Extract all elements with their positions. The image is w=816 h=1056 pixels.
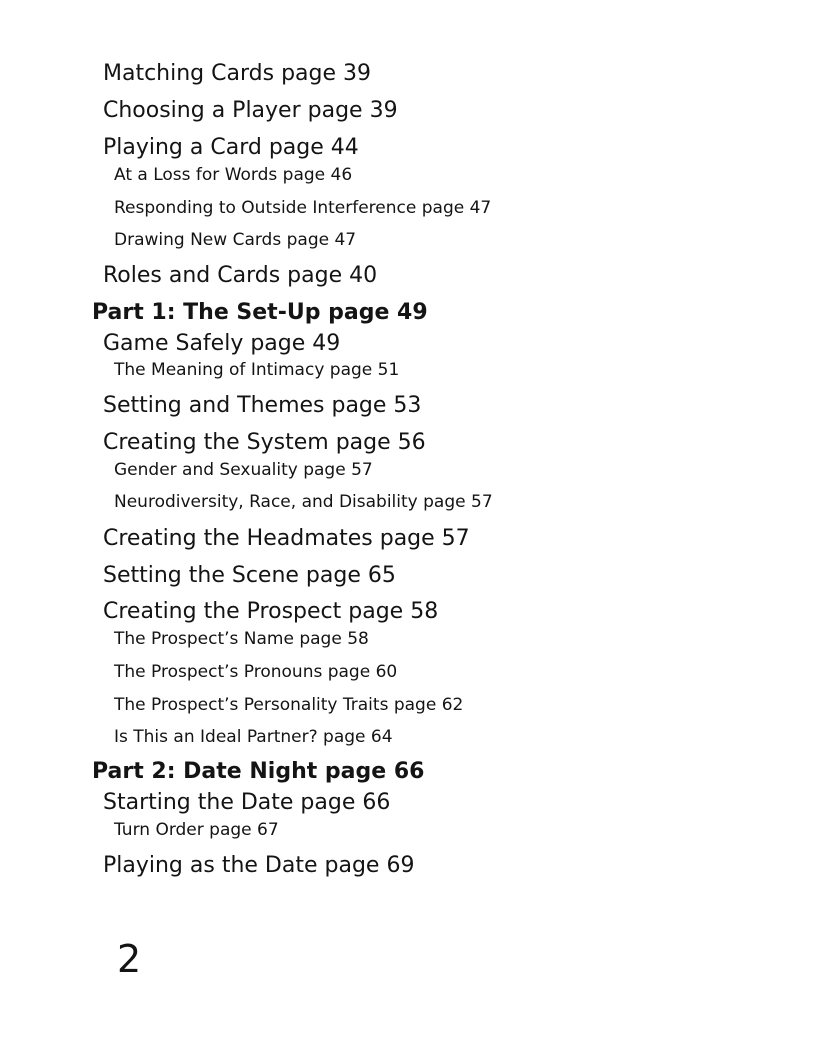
toc-entry-matching-cards: Matching Cards page 39 <box>103 61 371 86</box>
toc-entry-creating-the-system: Creating the System page 56 <box>103 430 426 455</box>
toc-entry-starting-the-date: Starting the Date page 66 <box>103 790 391 815</box>
toc-subentry-prospect-personality-traits: The Prospect’s Personality Traits page 62 <box>114 695 464 715</box>
toc-subentry-gender-and-sexuality: Gender and Sexuality page 57 <box>114 460 373 480</box>
toc-entry-creating-the-prospect: Creating the Prospect page 58 <box>103 599 439 624</box>
toc-entry-setting-and-themes: Setting and Themes page 53 <box>103 393 422 418</box>
toc-part-heading-set-up: Part 1: The Set-Up page 49 <box>92 300 428 325</box>
toc-part-heading-date-night: Part 2: Date Night page 66 <box>92 759 425 784</box>
toc-subentry-turn-order: Turn Order page 67 <box>114 820 279 840</box>
toc-entry-playing-as-the-date: Playing as the Date page 69 <box>103 853 415 878</box>
toc-entry-choosing-a-player: Choosing a Player page 39 <box>103 98 398 123</box>
toc-entry-playing-a-card: Playing a Card page 44 <box>103 135 359 160</box>
toc-entry-roles-and-cards: Roles and Cards page 40 <box>103 263 378 288</box>
toc-subentry-prospect-name: The Prospect’s Name page 58 <box>114 629 369 649</box>
toc-subentry-ideal-partner: Is This an Ideal Partner? page 64 <box>114 727 393 747</box>
toc-subentry-drawing-new-cards: Drawing New Cards page 47 <box>114 230 357 250</box>
toc-subentry-meaning-of-intimacy: The Meaning of Intimacy page 51 <box>114 360 400 380</box>
toc-entry-setting-the-scene: Setting the Scene page 65 <box>103 563 396 588</box>
toc-entry-game-safely: Game Safely page 49 <box>103 331 341 356</box>
toc-subentry-at-a-loss-for-words: At a Loss for Words page 46 <box>114 165 353 185</box>
toc-subentry-prospect-pronouns: The Prospect’s Pronouns page 60 <box>114 662 398 682</box>
page-number: 2 <box>117 937 142 981</box>
toc-entry-creating-the-headmates: Creating the Headmates page 57 <box>103 526 470 551</box>
toc-subentry-outside-interference: Responding to Outside Interference page 47 <box>114 198 492 218</box>
toc-subentry-neurodiversity: Neurodiversity, Race, and Disability page 57 <box>114 492 493 512</box>
